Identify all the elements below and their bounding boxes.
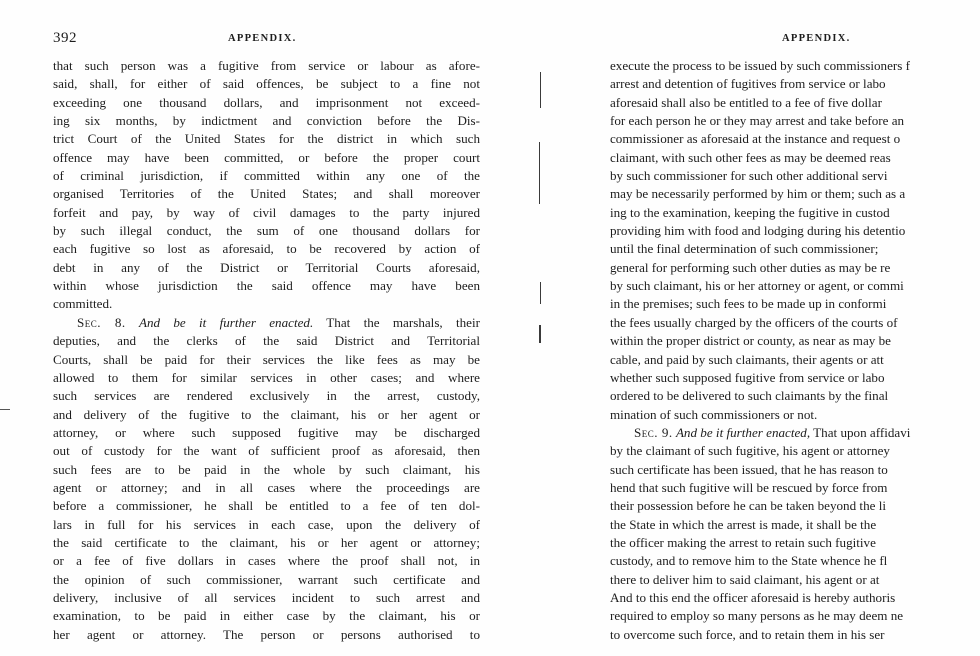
text-line: may be necessarily performed by him or them; such as a xyxy=(610,186,906,202)
text-line: cable, and paid by such claimants, their agents or att xyxy=(610,351,884,367)
text-line: the fees usually charged by the officers of the courts of xyxy=(610,314,898,330)
left-page-text xyxy=(53,57,480,644)
text-line: aforesaid shall also be entitled to a fee of five dollar xyxy=(610,94,882,110)
section-enactment: And be it further enacted, xyxy=(675,424,811,440)
gutter-shadow-mark xyxy=(540,72,541,108)
right-page-text xyxy=(610,57,980,644)
text-line: by such illegal conduct, the sum of one thousand dollars for xyxy=(53,223,480,239)
section-label: Sec. 8. xyxy=(77,314,126,330)
text-line: organised Territories of the United States; and shall moreover xyxy=(53,186,480,202)
page-number: 392 xyxy=(53,30,77,46)
text-line: mination of such commissioners or not. xyxy=(610,406,818,422)
gutter-shadow-mark xyxy=(540,282,541,304)
text-line: offence may have been committed, or before the proper court xyxy=(53,149,480,165)
text-line: claimant, with such other fees as may be deemed reas xyxy=(610,149,891,165)
text-line: hend that such fugitive will be rescued by force from xyxy=(610,479,888,495)
text-line: execute the process to be issued by such commissioners f xyxy=(610,58,910,73)
right-page xyxy=(560,0,980,656)
gutter-shadow-mark xyxy=(539,142,540,204)
text-line: by such claimant, his or her attorney or agent, or commi xyxy=(610,278,904,294)
text-line: attorney, or where such supposed fugitive may be discharged xyxy=(53,424,480,440)
text-line: trict Court of the United States for the district in which such xyxy=(53,131,480,147)
text-line: there to deliver him to said claimant, his agent or at xyxy=(610,571,880,587)
text-line: such fees are to be paid in the whole by such claimant, his xyxy=(53,461,480,477)
text-line: said, shall, for either of said offences, be subject to a fine not xyxy=(53,76,480,92)
text-line: each fugitive so lost as aforesaid, to be recovered by action of xyxy=(53,241,480,257)
text-line: arrest and detention of fugitives from service or labo xyxy=(610,76,886,92)
text-line: examination, to be paid in either case by the claimant, his or xyxy=(53,608,480,624)
text-line: general for performing such other duties as may be re xyxy=(610,259,891,275)
text-line: ing six months, by indictment and conviction before the Dis- xyxy=(53,113,480,129)
text-line: custody, and to remove him to the State whence he fl xyxy=(610,553,888,569)
text-line: by the claimant of such fugitive, his agent or attorney xyxy=(610,443,890,459)
text-line: their possession before he can be taken beyond the li xyxy=(610,498,886,514)
section-first-line-rest: That the marshals, their xyxy=(326,314,480,330)
text-line: deputies, and the clerks of the said District and Territorial xyxy=(53,333,480,349)
text-line: until the final determination of such commissioner; xyxy=(610,241,879,257)
text-line: And to this end the officer aforesaid is hereby authoris xyxy=(610,589,896,605)
text-line: of criminal jurisdiction, if committed within any one of the xyxy=(53,168,480,184)
text-line: forfeit and pay, by way of civil damages to the party injured xyxy=(53,204,480,220)
text-line: delivery, inclusive of all services incident to such arrest and xyxy=(53,589,480,605)
running-head-left: APPENDIX. xyxy=(228,33,297,44)
text-line: debt in any of the District or Territorial Courts aforesaid, xyxy=(53,259,480,275)
text-line: allowed to them for similar services in other cases; and where xyxy=(53,369,480,385)
text-line: lars in full for his services in each case, upon the delivery of xyxy=(53,516,480,532)
text-line: that such person was a fugitive from service or labour as afore- xyxy=(53,58,480,73)
text-line: agent or attorney; and in all cases where the proceedings are xyxy=(53,479,480,495)
text-line: the opinion of such commissioner, warrant such certificate and xyxy=(53,571,480,587)
text-line: ing to the examination, keeping the fugitive in custod xyxy=(610,204,890,220)
text-line: such services are rendered exclusively in the arrest, custody, xyxy=(53,388,480,404)
text-line: to overcome such force, and to retain them in his ser xyxy=(610,626,885,642)
text-line: Courts, shall be paid for their services the like fees as may be xyxy=(53,351,480,367)
section-heading-line xyxy=(53,314,480,332)
book-gutter xyxy=(520,0,560,656)
text-line: the said certificate to the claimant, his or her agent or attorney; xyxy=(53,534,480,550)
text-line: her agent or attorney. The person or persons authorised to xyxy=(53,626,480,642)
text-line: by such commissioner for such other additional servi xyxy=(610,168,888,184)
text-line: before a commissioner, he shall be entitled to a fee of ten dol- xyxy=(53,498,480,514)
gutter-shadow-mark xyxy=(539,325,541,343)
text-line: in the premises; such fees to be made up in conformi xyxy=(610,296,887,312)
text-line: the State in which the arrest is made, it shall be the xyxy=(610,516,877,532)
text-line: out of custody for the want of sufficient proof as aforesaid, then xyxy=(53,443,480,459)
text-line: the officer making the arrest to retain such fugitive xyxy=(610,534,876,550)
section-enactment: And be it further enacted. xyxy=(138,314,314,330)
text-line: and delivery of the fugitive to the claimant, his or her agent or xyxy=(53,406,480,422)
text-line: such certificate has been issued, that he has reason to xyxy=(610,461,888,477)
text-line: committed. xyxy=(53,296,113,312)
text-line: providing him with food and lodging during his detentio xyxy=(610,223,906,239)
text-line: for each person he or they may arrest and take before an xyxy=(610,113,905,129)
text-line: or a fee of five dollars in cases where the proof shall not, in xyxy=(53,553,480,569)
section-heading-line xyxy=(610,424,980,442)
text-line: required to employ so many persons as he may deem ne xyxy=(610,608,904,624)
section-label: Sec. 9. xyxy=(634,424,673,440)
running-head-right: APPENDIX. xyxy=(782,33,851,44)
section-first-line-rest: That upon affidavi xyxy=(813,424,911,440)
text-line: ordered to be delivered to such claimants by the final xyxy=(610,388,889,404)
text-line: within the proper district or county, as near as may be xyxy=(610,333,891,349)
text-line: commissioner as aforesaid at the instance and request o xyxy=(610,131,901,147)
text-line: whether such supposed fugitive from service or labo xyxy=(610,369,885,385)
scan-mark-left-edge xyxy=(0,409,10,410)
text-line: exceeding one thousand dollars, and imprisonment not exceed- xyxy=(53,94,480,110)
text-line: within whose jurisdiction the said offence may have been xyxy=(53,278,480,294)
